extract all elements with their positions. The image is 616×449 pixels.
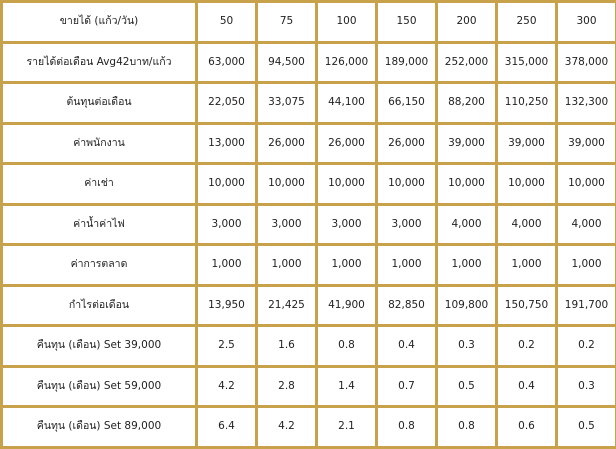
table-cell: 1.4 [317,366,377,407]
table-row [2,83,616,124]
table-cell: 3,000 [377,204,437,245]
table-cell: 10,000 [257,164,317,205]
table-row [2,366,616,407]
table-cell: 0.5 [557,407,616,448]
table-cell: 1,000 [557,245,616,286]
table-cell: 3,000 [317,204,377,245]
table-cell: 75 [257,2,317,43]
table-cell: 0.4 [377,326,437,367]
table-cell: 39,000 [557,123,616,164]
table-cell: 191,700 [557,285,616,326]
table-cell: 1.6 [257,326,317,367]
table-cell: 10,000 [317,164,377,205]
table-row [2,164,616,205]
table-row [2,407,616,448]
table-cell: 109,800 [437,285,497,326]
table-cell: 13,000 [197,123,257,164]
table-cell: 3,000 [257,204,317,245]
table-cell: 13,950 [197,285,257,326]
table-cell: 88,200 [437,83,497,124]
table-cell: 2.8 [257,366,317,407]
table-cell: 0.5 [437,366,497,407]
row-label: ขายได้ (แก้ว/วัน) [2,2,197,43]
table-cell: 4,000 [497,204,557,245]
table-cell: 0.8 [437,407,497,448]
table-cell: 126,000 [317,42,377,83]
row-label: ต้นทุนต่อเดือน [2,83,197,124]
row-label: ค่าเช่า [2,164,197,205]
table-cell: 252,000 [437,42,497,83]
table-row [2,42,616,83]
table-cell: 0.4 [497,366,557,407]
table-cell: 82,850 [377,285,437,326]
table-cell: 150,750 [497,285,557,326]
table-cell: 44,100 [317,83,377,124]
table-cell: 315,000 [497,42,557,83]
table-cell: 3,000 [197,204,257,245]
table-cell: 66,150 [377,83,437,124]
table-body [2,2,616,448]
table-cell: 33,075 [257,83,317,124]
table-cell: 39,000 [497,123,557,164]
row-label: คืนทุน (เดือน) Set 89,000 [2,407,197,448]
table-cell: 0.8 [317,326,377,367]
table-row [2,326,616,367]
row-label: คืนทุน (เดือน) Set 59,000 [2,366,197,407]
table-row [2,123,616,164]
table-cell: 0.2 [557,326,616,367]
row-label: ค่าการตลาด [2,245,197,286]
row-label: กำไรต่อเดือน [2,285,197,326]
table-cell: 4,000 [557,204,616,245]
table-cell: 1,000 [497,245,557,286]
table-cell: 26,000 [257,123,317,164]
table-row [2,2,616,43]
table-cell: 4.2 [257,407,317,448]
table-cell: 100 [317,2,377,43]
table-cell: 10,000 [197,164,257,205]
table-cell: 4,000 [437,204,497,245]
table-cell: 6.4 [197,407,257,448]
row-label: ค่าพนักงาน [2,123,197,164]
row-label: ค่าน้ำค่าไฟ [2,204,197,245]
table-cell: 378,000 [557,42,616,83]
table-cell: 189,000 [377,42,437,83]
table-cell: 1,000 [257,245,317,286]
table-cell: 10,000 [557,164,616,205]
table-cell: 4.2 [197,366,257,407]
row-label: รายได้ต่อเดือน Avg42บาท/แก้ว [2,42,197,83]
table-cell: 132,300 [557,83,616,124]
table-cell: 250 [497,2,557,43]
table-cell: 26,000 [377,123,437,164]
table-cell: 63,000 [197,42,257,83]
row-label: คืนทุน (เดือน) Set 39,000 [2,326,197,367]
table-cell: 1,000 [317,245,377,286]
table-cell: 0.3 [557,366,616,407]
table-cell: 2.5 [197,326,257,367]
table-cell: 0.2 [497,326,557,367]
table-cell: 200 [437,2,497,43]
table-cell: 94,500 [257,42,317,83]
table-cell: 0.6 [497,407,557,448]
table-row [2,285,616,326]
table-cell: 1,000 [197,245,257,286]
table-cell: 21,425 [257,285,317,326]
table-cell: 26,000 [317,123,377,164]
table-row [2,204,616,245]
table-cell: 0.7 [377,366,437,407]
table-cell: 10,000 [437,164,497,205]
table-cell: 300 [557,2,616,43]
table-cell: 22,050 [197,83,257,124]
table-cell: 150 [377,2,437,43]
table-cell: 41,900 [317,285,377,326]
table-cell: 50 [197,2,257,43]
table-cell: 10,000 [497,164,557,205]
table-cell: 10,000 [377,164,437,205]
table-cell: 110,250 [497,83,557,124]
table-cell: 1,000 [377,245,437,286]
table-row [2,245,616,286]
table-cell: 39,000 [437,123,497,164]
table-cell: 0.8 [377,407,437,448]
table-cell: 1,000 [437,245,497,286]
table-cell: 2.1 [317,407,377,448]
table-cell: 0.3 [437,326,497,367]
